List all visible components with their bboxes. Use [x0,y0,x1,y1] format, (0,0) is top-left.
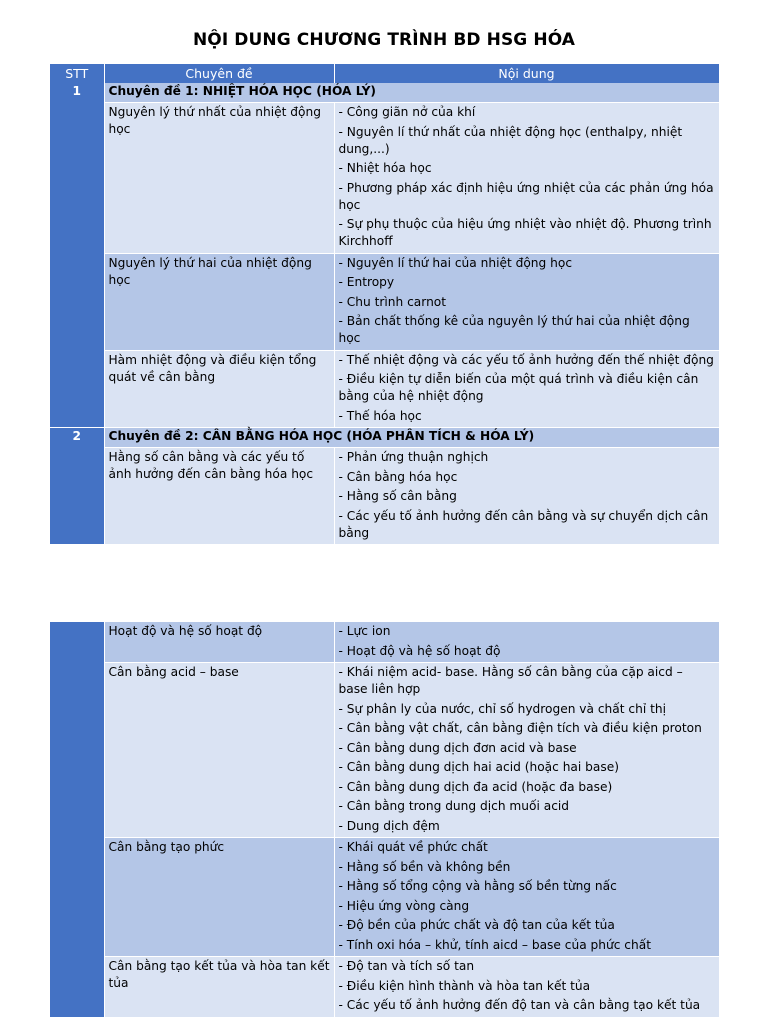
content-item: - Hằng số cân bằng [338,489,457,503]
content-cell [334,838,719,957]
content-item: - Độ bền của phức chất và độ tan của kết tủa [338,918,615,932]
content-item: - Cân bằng dung dịch hai acid (hoặc hai base) [338,760,619,774]
content-item: - Điều kiện tự diễn biến của một quá trình và điều kiện cân bằng của hệ nhiệt động [338,372,699,403]
content-item: - Cân bằng vật chất, cân bằng điện tích và điều kiện proton [338,721,702,735]
content-item: - Cân bằng hóa học [338,469,458,484]
content-item: - Entropy [338,275,395,289]
curriculum-table [50,64,720,545]
content-cell [334,253,719,350]
topic-label: Hàm nhiệt động và điều kiện tổng quát về cân bằng [108,352,317,384]
section-row [50,83,719,103]
content-item: - Công giãn nở của khí [338,105,476,119]
content-item: - Thế hóa học [338,408,422,423]
content-item: - Dung dịch đệm [338,818,440,833]
content-item: - Nhiệt hóa học [338,161,432,175]
content-item: - Lực ion [338,624,391,638]
content-item: - Bản chất thống kê của nguyên lý thứ hai của nhiệt động học [338,314,690,345]
content-item: - Nguyên lí thứ hai của nhiệt động học [338,255,573,270]
table-row [50,350,719,428]
topic-cell [104,350,334,428]
table-row [50,253,719,350]
content-item: - Độ tan và tích số tan [338,959,475,973]
table-row [50,103,719,254]
topic-label: Hoạt độ và hệ số hoạt độ [108,624,263,638]
content-cell [334,622,719,663]
topic-label: Cân bằng tạo phức [108,840,225,854]
section-row [50,428,719,448]
content-item: - Tính oxi hóa – khử, tính aicd – base của phức chất [338,937,651,952]
topic-label: Nguyên lý thứ nhất của nhiệt động học [108,105,321,136]
page-title: NỘI DUNG CHƯƠNG TRÌNH BD HSG HÓA [192,30,576,50]
header-topic: Chuyên đề [104,64,334,83]
content-item: - Khái quát về phức chất [338,840,488,854]
content-cell [334,103,719,254]
table-row [50,838,719,957]
content-cell [334,350,719,428]
topic-cell [104,957,334,1018]
content-item: - Cân bằng dung dịch đơn acid và base [338,740,577,755]
content-item: - Chu trình carnot [338,294,447,309]
header-content: Nội dung [334,64,719,83]
content-item: - Cân bằng dung dịch đa acid (hoặc đa base) [338,779,613,794]
topic-cell [104,253,334,350]
topic-label: Hằng số cân bằng và các yếu tố ảnh hưởng đến cân bằng hóa học [108,450,314,481]
content-cell [334,448,719,545]
topic-cell [104,103,334,254]
topic-label: Cân bằng tạo kết tủa và hòa tan kết tủa [108,959,330,990]
section-title: Chuyên đề 1: NHIỆT HÓA HỌC (HÓA LÝ) [104,83,719,103]
topic-cell [104,448,334,545]
section-title: Chuyên đề 2: CÂN BẰNG HÓA HỌC (HÓA PHÂN TÍCH & HÓA LÝ) [104,428,719,448]
table-row [50,622,719,663]
content-item: - Sự phân ly của nước, chỉ số hydrogen và chất chỉ thị [338,701,666,716]
content-item: - Các yếu tố ảnh hưởng đến độ tan và cân bằng tạo kết tủa [338,998,701,1012]
content-item: - Hiệu ứng vòng càng [338,898,470,913]
topic-label: Cân bằng acid – base [108,665,239,679]
content-item: - Thế nhiệt động và các yếu tố ảnh hưởng đến thế nhiệt động [338,352,714,367]
topic-label: Nguyên lý thứ hai của nhiệt động học [108,255,312,287]
topic-cell [104,663,334,838]
content-item: - Cân bằng trong dung dịch muối acid [338,799,570,813]
content-item: - Sự phụ thuộc của hiệu ứng nhiệt vào nhiệt độ. Phương trình Kirchhoff [338,217,712,248]
content-item: - Phương pháp xác định hiệu ứng nhiệt của các phản ứng hóa học [338,180,714,212]
content-item: - Hằng số tổng cộng và hằng số bền từng nấc [338,879,617,893]
curriculum-table-continued [50,622,720,1018]
stt-cell-continued [50,622,104,1017]
content-item: - Hoạt độ và hệ số hoạt độ [338,643,501,658]
content-item: - Các yếu tố ảnh hưởng đến cân bằng và sự chuyển dịch cân bằng [338,508,709,540]
content-item: - Khái niệm acid- base. Hằng số cân bằng của cặp aicd – base liên hợp [338,665,683,696]
stt-cell: 2 [50,428,104,545]
content-item: - Nguyên lí thứ nhất của nhiệt động học (enthalpy, nhiệt dung,...) [338,124,683,156]
content-cell [334,663,719,838]
header-stt: STT [50,64,104,83]
content-item: - Điều kiện hình thành và hòa tan kết tủa [338,978,591,993]
content-cell [334,957,719,1018]
content-item: - Phản ứng thuận nghịch [338,450,489,464]
topic-cell [104,622,334,663]
content-item: - Hằng số bền và không bền [338,859,511,874]
topic-cell [104,838,334,957]
table-row [50,957,719,1018]
stt-cell: 1 [50,83,104,428]
table-row [50,663,719,838]
table-row [50,448,719,545]
